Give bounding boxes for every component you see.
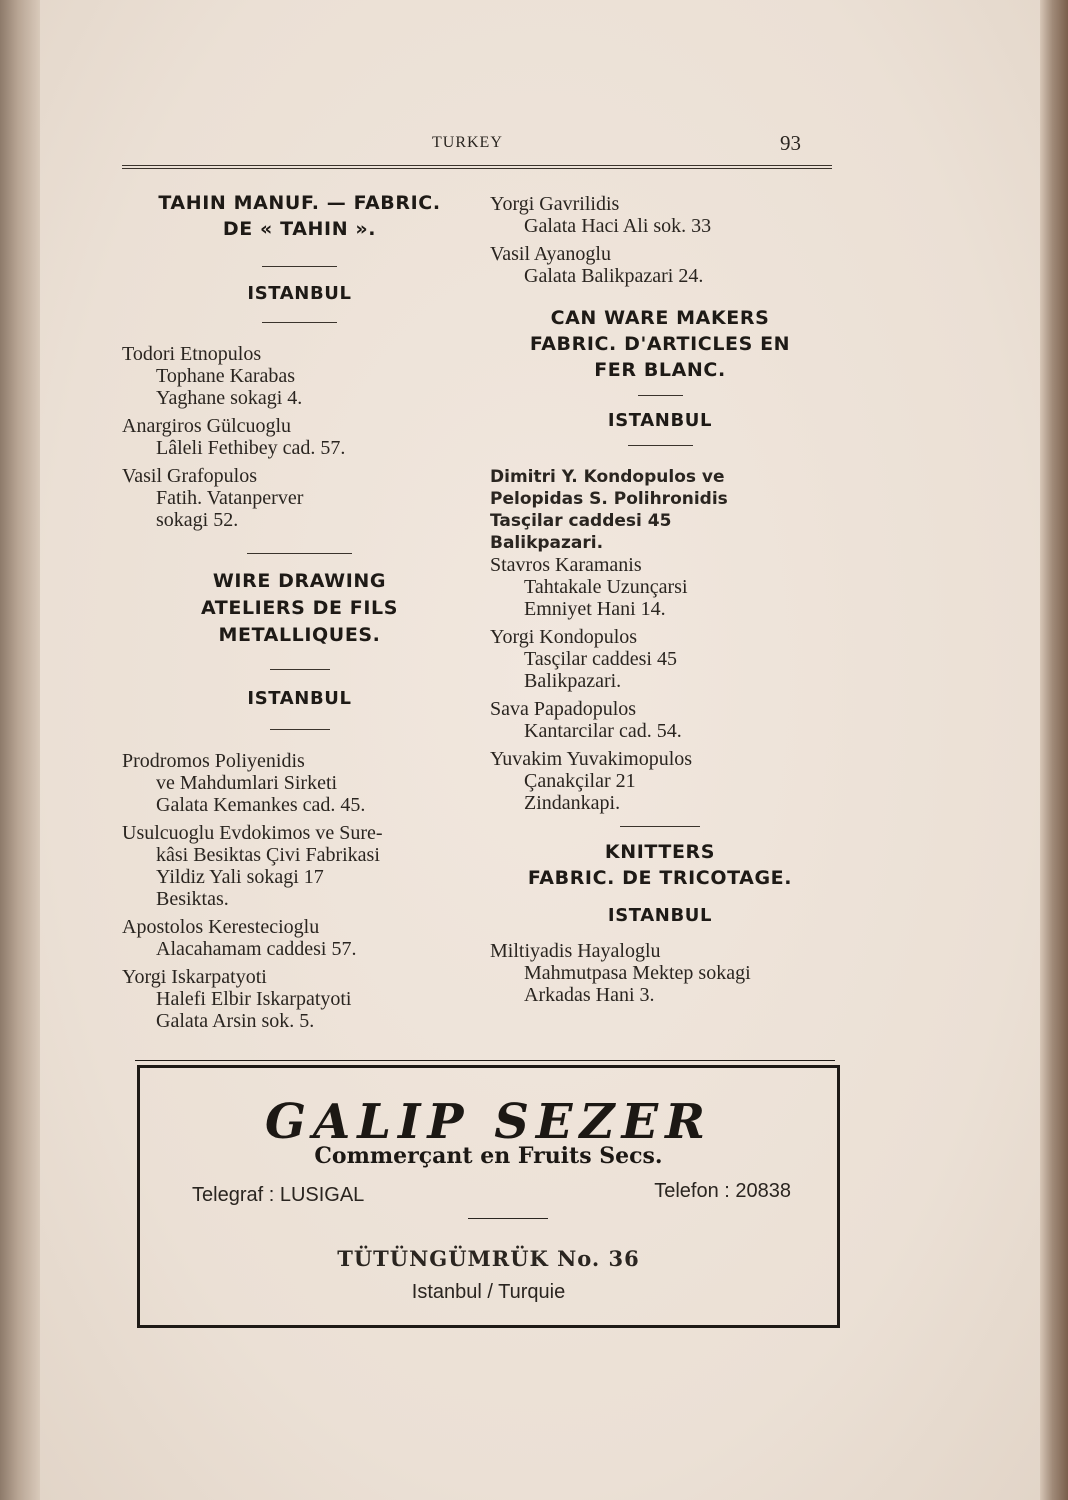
directory-entry: Yorgi Kondopulos Tasçilar caddesi 45 Balikpazari.	[490, 626, 677, 692]
divider	[262, 266, 337, 267]
right-column	[490, 193, 830, 1006]
divider	[247, 553, 352, 554]
section-heading: WIRE DRAWING ATELIERS DE FILS METALLIQUES.	[200, 570, 399, 646]
section-heading: TAHIN MANUF. — FABRIC. DE « TAHIN ».	[158, 192, 441, 240]
section-knitters	[490, 826, 830, 1006]
directory-entry: Prodromos Poliyenidis ve Mahdumlari Sirketi Galata Kemankes cad. 45.	[122, 750, 366, 816]
advert-top-rule	[135, 1060, 835, 1061]
page-edge-shadow	[1040, 0, 1068, 1500]
city-heading: ISTANBUL	[607, 905, 713, 926]
advert-address: TÜTÜNGÜMRÜK No. 36	[337, 1246, 640, 1271]
advert-subtitle: Commerçant en Fruits Secs.	[314, 1143, 663, 1169]
city-heading: ISTANBUL	[607, 410, 713, 431]
header-rule	[122, 165, 832, 169]
section-tahin	[122, 190, 477, 531]
advert-company-name: GALIP SEZER	[264, 1094, 712, 1150]
city-heading: ISTANBUL	[247, 283, 352, 304]
directory-entry: Yorgi Gavrilidis Galata Haci Ali sok. 33	[490, 193, 712, 237]
divider	[628, 445, 693, 446]
directory-entry: Miltiyadis Hayaloglu Mahmutpasa Mektep sokagi Arkadas Hani 3.	[490, 940, 751, 1006]
page-number: 93	[780, 131, 801, 155]
directory-entry: Yorgi Iskarpatyoti Halefi Elbir Iskarpatyoti Galata Arsin sok. 5.	[122, 966, 352, 1032]
section-can-ware	[490, 305, 830, 814]
running-header: TURKEY	[432, 134, 503, 151]
directory-entry: Anargiros Gülcuoglu Lâleli Fethibey cad. 57.	[122, 415, 346, 459]
divider	[270, 669, 330, 670]
divider	[620, 826, 700, 827]
directory-entry: Usulcuoglu Evdokimos ve Sure- kâsi Besiktas Çivi Fabrikasi Yildiz Yali sokagi 17 Besiktas.	[122, 822, 383, 910]
directory-entry: Vasil Ayanoglu Galata Balikpazari 24.	[490, 243, 704, 287]
directory-entry: Sava Papadopulos Kantarcilar cad. 54.	[490, 698, 682, 742]
left-column	[122, 190, 477, 1032]
section-wire-drawing	[122, 553, 477, 1032]
directory-entry: Stavros Karamanis Tahtakale Uzunçarsi Emniyet Hani 14.	[490, 554, 688, 620]
city-heading: ISTANBUL	[247, 688, 352, 709]
directory-entry-bold: Dimitri Y. Kondopulos ve Pelopidas S. Polihronidis Tasçilar caddesi 45 Balikpazari.	[490, 467, 728, 553]
section-heading: KNITTERS FABRIC. DE TRICOTAGE.	[527, 841, 793, 889]
advertisement-box	[137, 1065, 840, 1328]
directory-entry: Apostolos Kerestecioglu Alacahamam caddesi 57.	[122, 916, 357, 960]
directory-entry: Todori Etnopulos Tophane Karabas Yaghane sokagi 4.	[122, 343, 303, 409]
divider	[638, 395, 683, 396]
directory-entry: Yuvakim Yuvakimopulos Çanakçilar 21 Zindankapi.	[490, 748, 693, 814]
divider	[270, 729, 330, 730]
advert-divider	[468, 1218, 548, 1219]
advert-telefon: Telefon : 20838	[654, 1180, 791, 1202]
advert-city: Istanbul / Turquie	[411, 1281, 566, 1303]
directory-entry: Vasil Grafopulos Fatih. Vatanperver sokagi 52.	[122, 465, 304, 531]
section-heading: CAN WARE MAKERS FABRIC. D'ARTICLES EN FER BLANC.	[529, 307, 791, 381]
advert-telegraf: Telegraf : LUSIGAL	[192, 1184, 365, 1206]
divider	[262, 322, 337, 323]
book-spine-shadow	[0, 0, 40, 1500]
